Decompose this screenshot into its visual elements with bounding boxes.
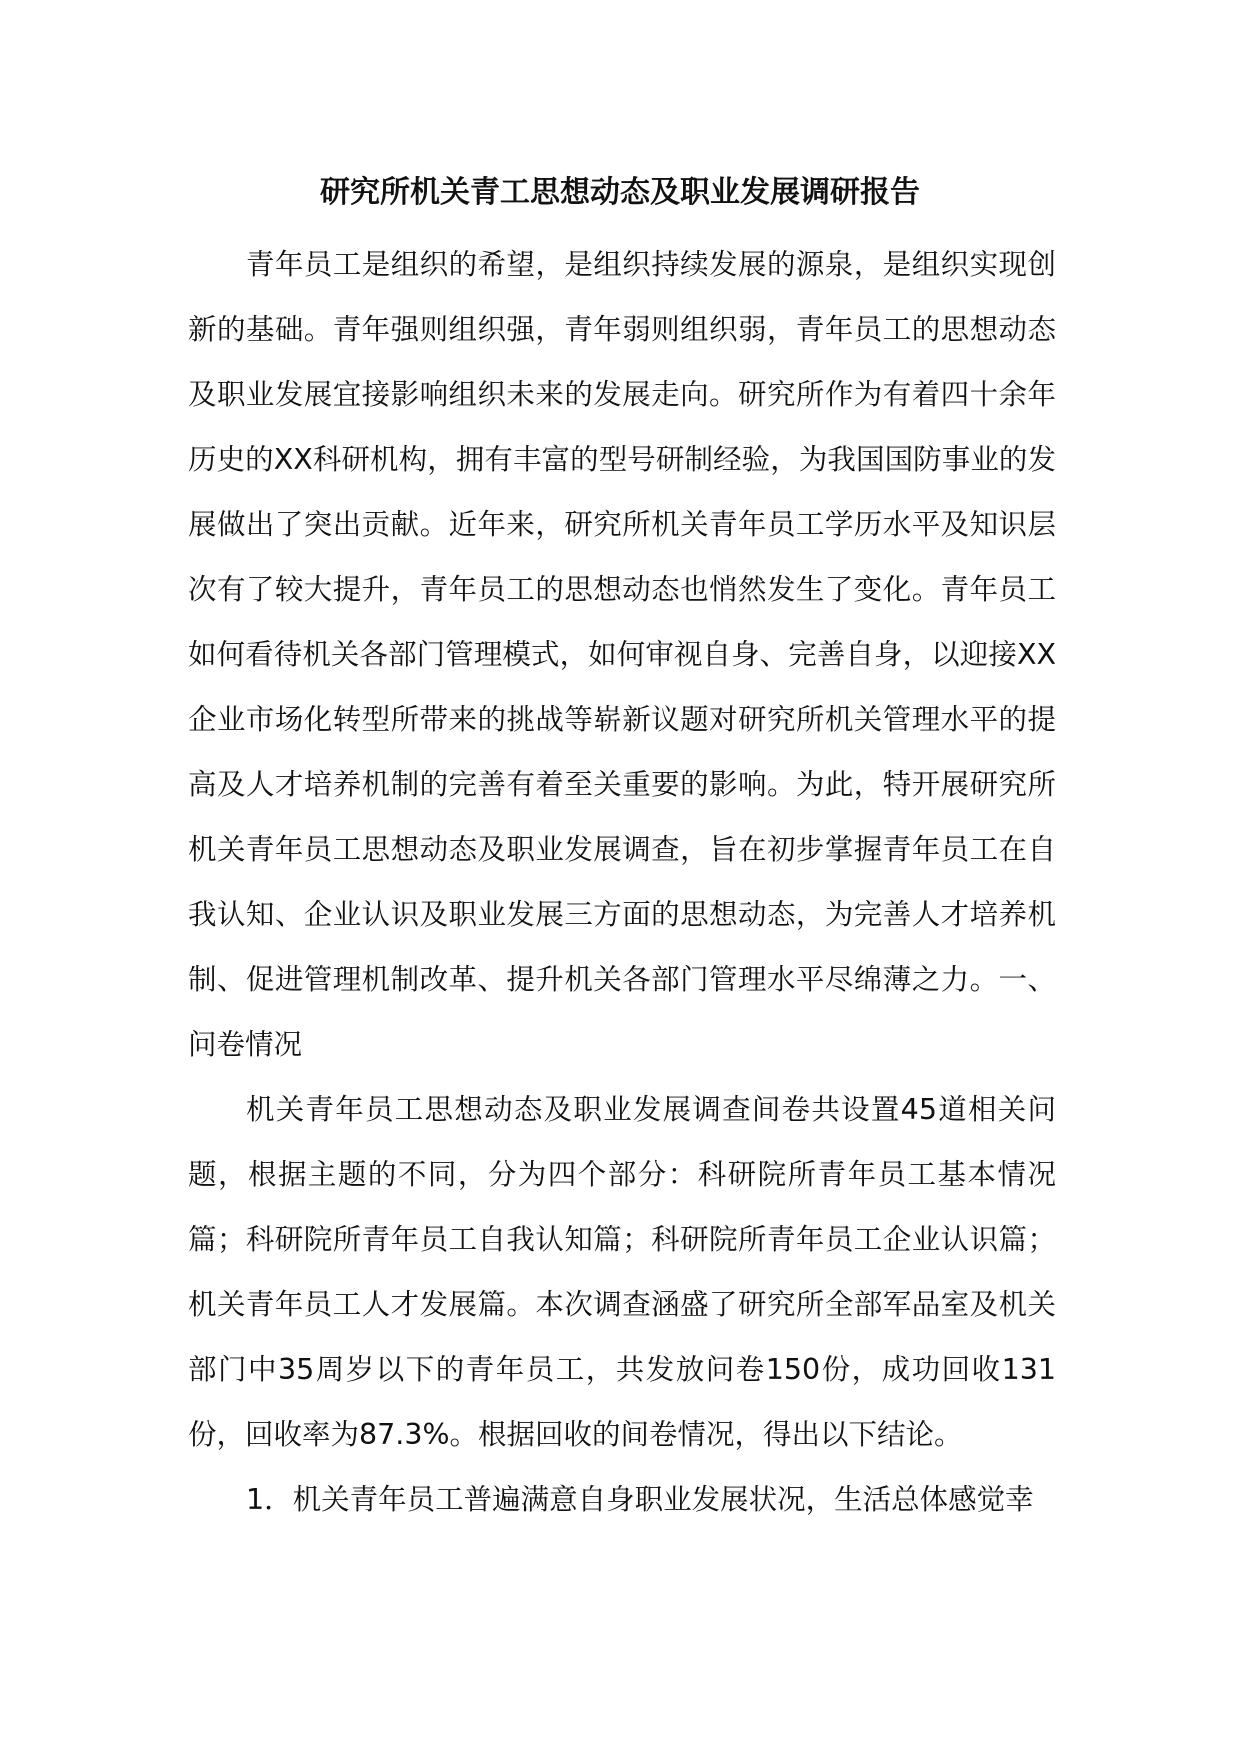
document-body [188,232,1056,1532]
paragraph-survey: 机关青年员工思想动态及职业发展调查间卷共设置45道相关问题，根据主题的不同，分为四个部分：科研院所青年员工基本情况篇；科研院所青年员工自我认知篇；科研院所青年员工企业认识篇；机关青年员工人才发展篇。本次调查涵盛了研究所全部军品室及机关部门中35周岁以下的青年员工，共发放问卷150份，成功回收131份，回收率为87.3%。根据回收的间卷情况，得出以下结论。 [188,1093,1056,1451]
paragraph-finding-1: 1．机关青年员工普遍满意自身职业发展状况，生活总体感觉幸 [246,1483,1034,1516]
document-title: 研究所机关青工思想动态及职业发展调研报告 [320,175,920,210]
paragraph-intro: 青年员工是组织的希望，是组织持续发展的源泉，是组织实现创新的基础。青年强则组织强，青年弱则组织弱，青年员工的思想动态及职业发展宜接影响组织未来的发展走向。研究所作为有着四十余年历史的XX科研机构，拥有丰富的型号研制经验，为我国国防事业的发展做出了突出贡献。近年来，研究所机关青年员工学历水平及知识层次有了较大提升，青年员工的思想动态也悄然发生了变化。青年员工如何看待机关各部门管理模式，如何审视自身、完善自身，以迎接XX企业市场化转型所带来的挑战等崭新议题对研究所机关管理水平的提高及人才培养机制的完善有着至关重要的影响。为此，特开展研究所机关青年员工思想动态及职业发展调查，旨在初步掌握青年员工在自我认知、企业认识及职业发展三方面的思想动态，为完善人才培养机制、促进管理机制改革、提升机关各部门管理水平尽绵薄之力。一、问卷情况 [188,248,1056,1061]
